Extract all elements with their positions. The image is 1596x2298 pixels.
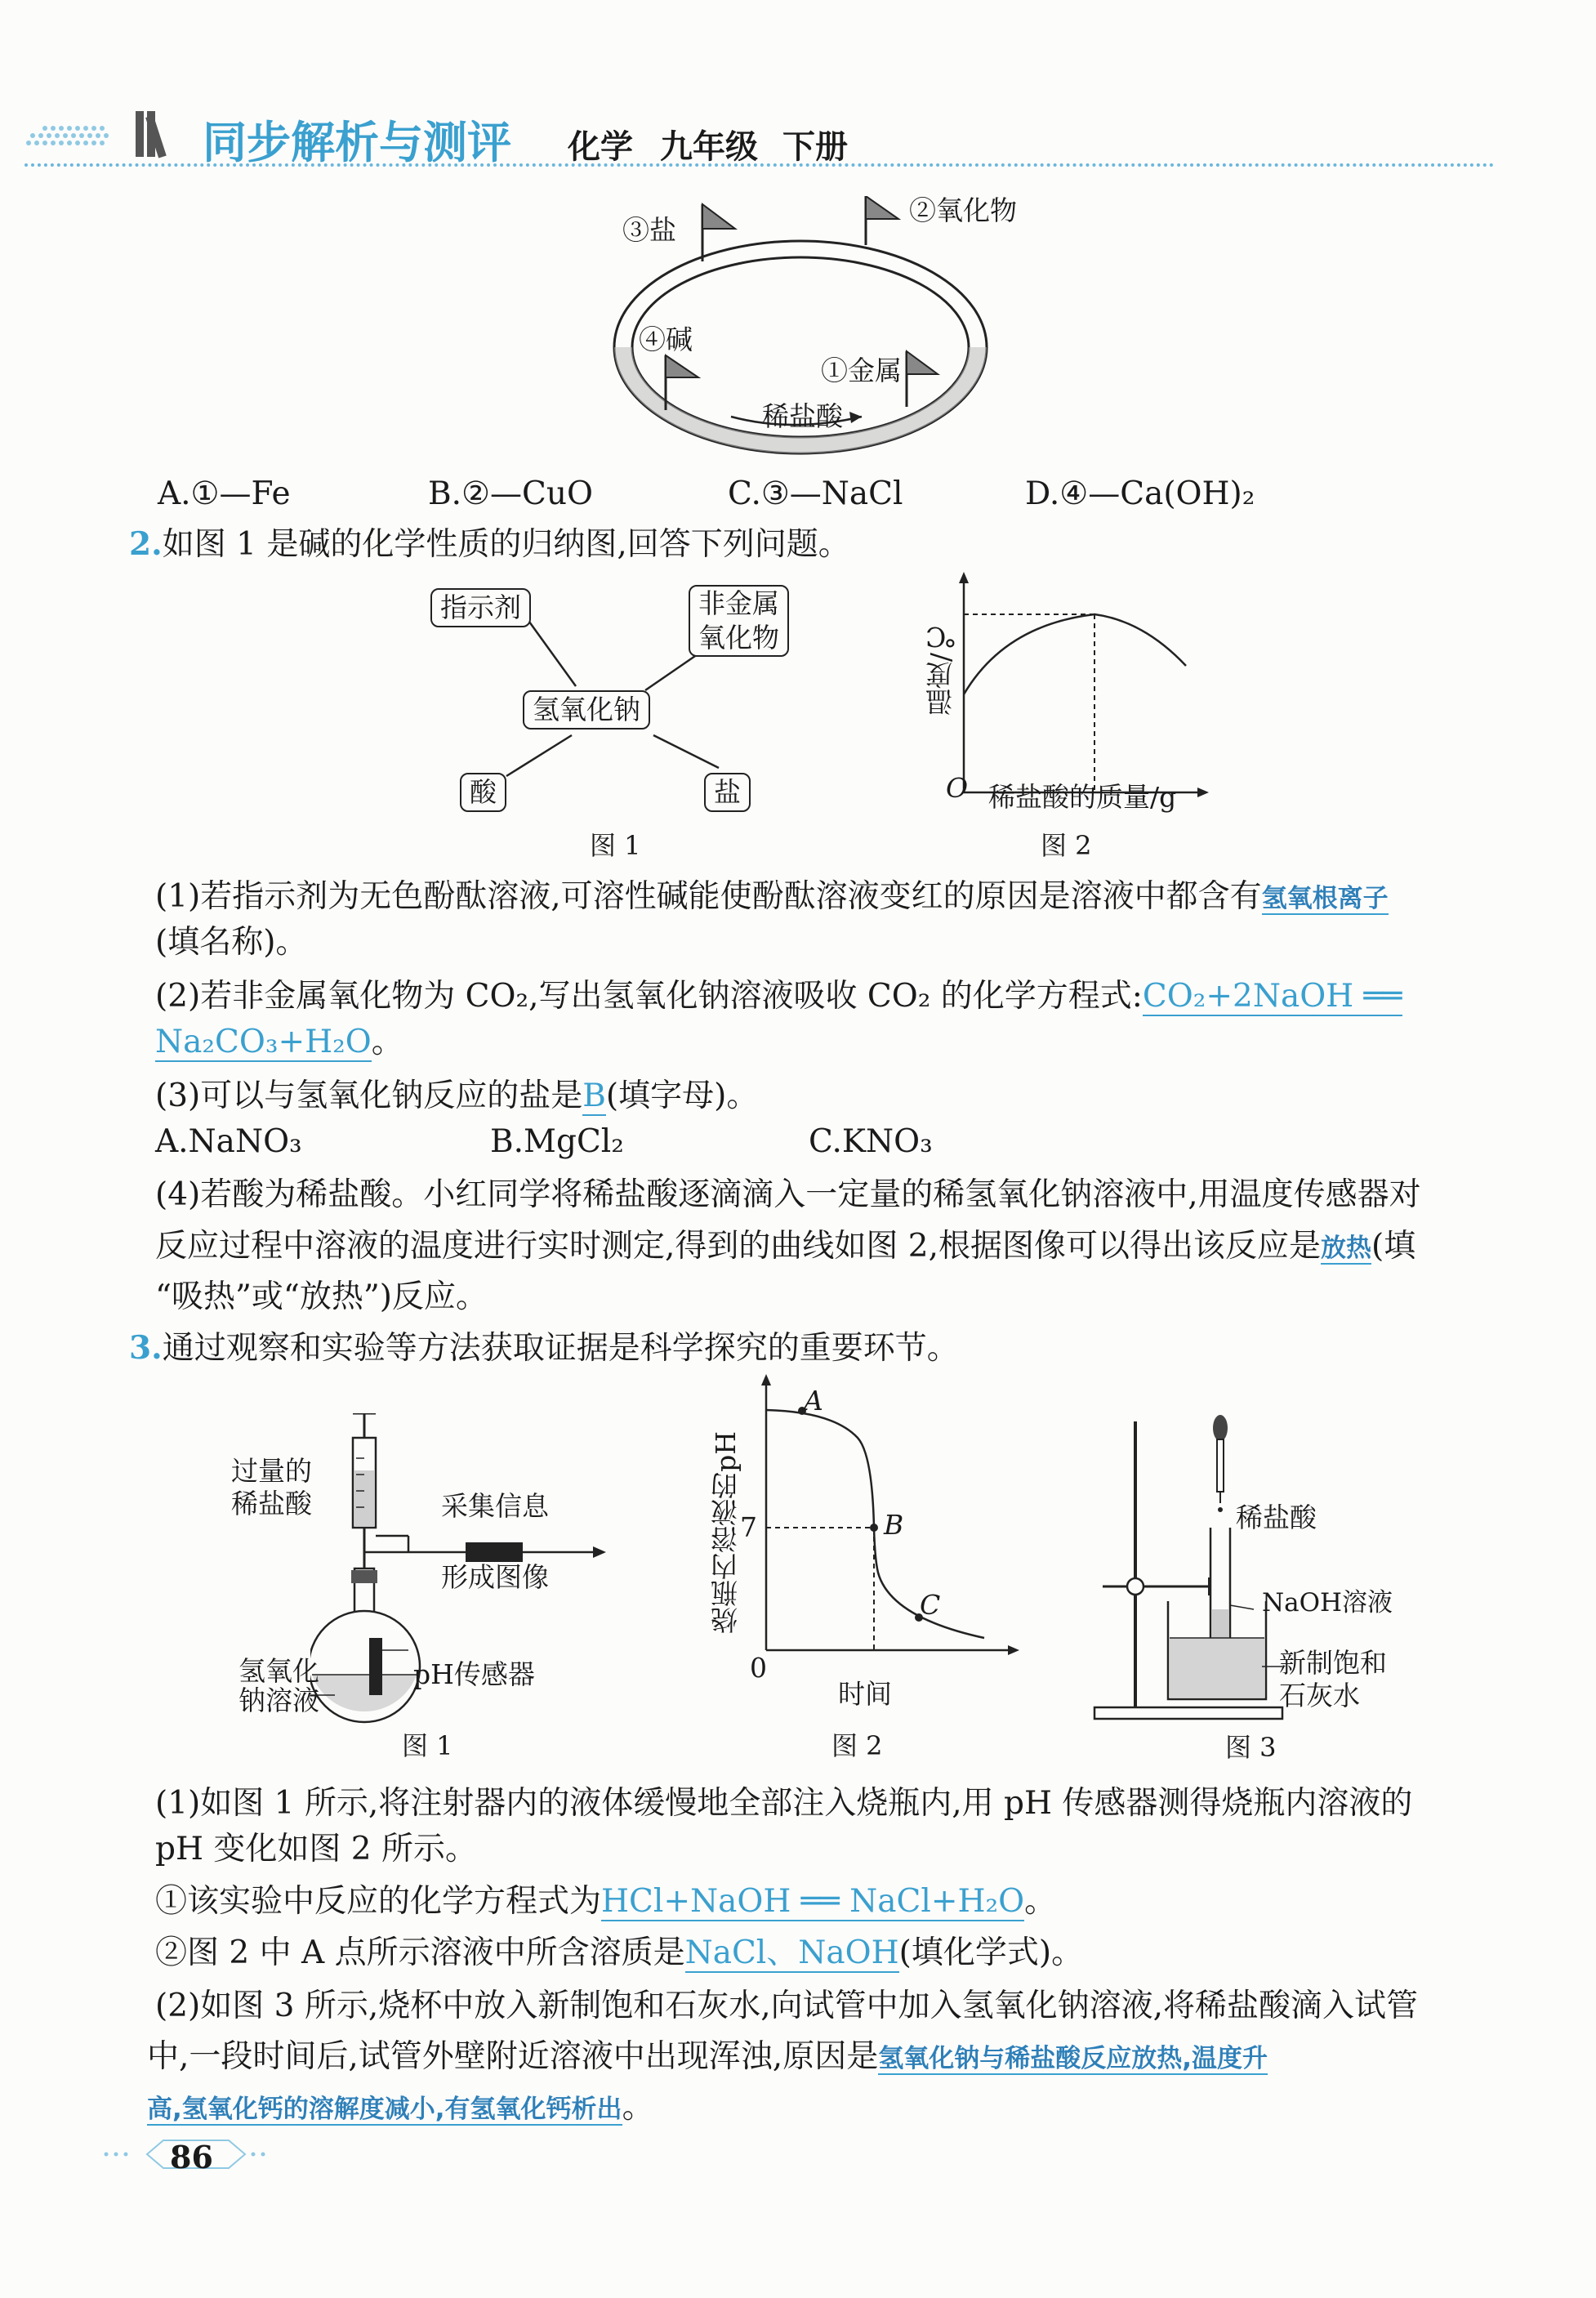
fig3-limewater-label-1: 新制饱和 — [1279, 1647, 1387, 1679]
q3-sub1-line2: pH 变化如图 2 所示。 — [155, 1831, 477, 1867]
q3-sub2-answer-1: 氢氧化钠与稀盐酸反应放热,温度升 — [878, 2044, 1268, 2073]
fig1-naoh-label-2: 钠溶液 — [239, 1684, 319, 1716]
q3-stem — [129, 1325, 959, 1372]
q2-sub2-end: 。 — [371, 1024, 403, 1060]
q2-sub2-answer-2: Na₂CO₃+H₂O — [155, 1024, 372, 1060]
fig1-collect-label: 采集信息 — [441, 1490, 549, 1522]
q3-fig1-caption: 图 1 — [402, 1730, 453, 1761]
q3-sub1b — [155, 1930, 1083, 1976]
q2-sub3-answer: B — [582, 1078, 606, 1114]
q2-number: 2. — [129, 525, 163, 563]
q2-sub2-text: (2)若非金属氧化物为 CO₂,写出氢氧化钠溶液吸收 CO₂ 的化学方程式: — [155, 978, 1143, 1015]
books-icon — [129, 105, 194, 162]
q2-sub3 — [155, 1073, 758, 1119]
q2-sub2-answer-1: CO₂+2NaOH ══ — [1142, 978, 1402, 1015]
fig1-box-nonmetal-oxide — [689, 585, 789, 657]
fig1-box-salt: 盐 — [704, 773, 751, 812]
q2-stem — [129, 521, 850, 568]
q3-sub1b-answer: NaCl、NaOH — [684, 1934, 899, 1971]
q2-sub1 — [155, 874, 1389, 921]
q2-sub1-text: (1)若指示剂为无色酚酞溶液,可溶性碱能使酚酞溶液变红的原因是溶液中都含有 — [155, 878, 1262, 915]
ring-label-salt: ③盐 — [622, 214, 676, 246]
q3-sub1a-answer: HCl+NaOH ══ NaCl+H₂O — [601, 1883, 1025, 1920]
ring-label-metal: ①金属 — [821, 355, 902, 386]
q2-fig2-caption: 图 2 — [1041, 830, 1092, 861]
q3-sub2-line1: (2)如图 3 所示,烧杯中放入新制饱和石灰水,向试管中加入氢氧化钠溶液,将稀盐酸滴入试管 — [155, 1988, 1419, 2024]
q3-sub1b-text: ②图 2 中 A 点所示溶液中所含溶质是 — [155, 1934, 685, 1971]
q3-sub1a-text: ①该实验中反应的化学方程式为 — [155, 1883, 602, 1920]
q2-sub3-tail: (填字母)。 — [605, 1078, 759, 1114]
point-b-marker — [870, 1524, 878, 1532]
q3-sub2-end: 。 — [622, 2089, 654, 2126]
ring-label-base: ④碱 — [639, 324, 693, 355]
fig1-sensor-label: pH传感器 — [413, 1658, 535, 1690]
fig1-syringe-label-1: 过量的 — [231, 1455, 312, 1487]
q2-fig1-caption: 图 1 — [590, 830, 641, 861]
q2-fig2-plot — [947, 572, 1209, 809]
fig3-limewater-label-2: 石灰水 — [1279, 1680, 1360, 1711]
fig1-box-acid: 酸 — [460, 773, 506, 812]
q2-sub4-answer: 放热 — [1321, 1234, 1372, 1263]
q3-fig2-point-a: A — [804, 1385, 823, 1417]
q3-fig2-caption: 图 2 — [831, 1730, 883, 1761]
q3-sub2-answer-2: 高,氢氧化钙的溶解度减小,有氢氧化钙析出 — [147, 2095, 622, 2124]
fig1-box-center: 氢氧化钠 — [523, 690, 650, 730]
q2-sub4-line2 — [155, 1224, 1415, 1271]
ring-label-acid: 稀盐酸 — [762, 400, 843, 432]
fig1-nonmetal-line2: 氧化物 — [698, 622, 779, 654]
q3-fig2-origin: 0 — [750, 1652, 767, 1684]
q2-sub3-option-a: A.NaNO₃ — [155, 1123, 302, 1160]
q2-stem-text: 如图 1 是碱的化学性质的归纳图,回答下列问题。 — [162, 526, 850, 563]
fig1-syringe-label-2: 稀盐酸 — [231, 1488, 312, 1519]
q2-sub2 — [155, 974, 1402, 1020]
q2-sub4-line1: (4)若酸为稀盐酸。小红同学将稀盐酸逐滴滴入一定量的稀氢氧化钠溶液中,用温度传感器对 — [155, 1176, 1421, 1213]
header-divider — [25, 163, 1495, 167]
q2-sub1-tail: (填名称)。 — [155, 924, 308, 961]
series-title: 同步解析与测评 — [203, 117, 511, 168]
q3-sub1b-tail: (填化学式)。 — [898, 1934, 1084, 1971]
fig2-xlabel: 稀盐酸的质量/g — [988, 781, 1177, 813]
q3-fig3-apparatus — [1086, 1405, 1291, 1732]
q2-sub4-text: 反应过程中溶液的温度进行实时测定,得到的曲线如图 2,根据图像可以得出该反应是 — [155, 1228, 1322, 1265]
q2-sub4-line3: “吸热”或“放热”)反应。 — [155, 1278, 488, 1315]
q1-option-b: B.②—CuO — [428, 475, 593, 512]
fig1-form-label: 形成图像 — [441, 1561, 549, 1593]
fig1-nonmetal-line1: 非金属 — [698, 587, 779, 619]
q3-fig2-point-b: B — [884, 1509, 904, 1541]
q3-sub2-text: 中,一段时间后,试管外壁附近溶液中出现浑浊,原因是 — [147, 2038, 879, 2075]
fig2-ylabel: 温度/℃ — [925, 621, 956, 716]
q3-sub1a-end: 。 — [1024, 1883, 1057, 1920]
q3-fig2-point-c: C — [920, 1589, 941, 1621]
q3-fig2-ylabel: 烧瓶内溶液的pH — [710, 1431, 742, 1634]
q2-sub3-text: (3)可以与氢氧化钠反应的盐是 — [155, 1078, 583, 1114]
q3-sub1-line1: (1)如图 1 所示,将注射器内的液体缓慢地全部注入烧瓶内,用 pH 传感器测得烧瓶内溶液的 — [155, 1785, 1413, 1822]
fig3-acid-label: 稀盐酸 — [1236, 1502, 1317, 1533]
q3-fig3-caption: 图 3 — [1225, 1732, 1277, 1763]
q1-option-a: A.①—Fe — [158, 475, 291, 512]
fig2-origin: O — [946, 772, 969, 804]
subject-label: 化学 — [568, 128, 633, 166]
volume-label: 下册 — [782, 128, 848, 166]
grade-label: 九年级 — [660, 128, 758, 166]
q3-stem-text: 通过观察和实验等方法获取证据是科学探究的重要环节。 — [162, 1330, 959, 1367]
q2-sub4-tail: (填 — [1371, 1228, 1416, 1265]
q2-sub3-option-b: B.MgCl₂ — [490, 1123, 624, 1160]
q3-number: 3. — [129, 1329, 163, 1367]
q3-fig2-xlabel: 时间 — [838, 1678, 892, 1710]
ring-label-oxide: ②氧化物 — [909, 194, 1017, 226]
page-number: 86 — [170, 2139, 213, 2175]
fig3-naoh-label: NaOH溶液 — [1262, 1588, 1393, 1618]
q2-sub3-option-c: C.KNO₃ — [809, 1123, 933, 1160]
fig1-naoh-label-1: 氢氧化 — [239, 1655, 319, 1687]
q3-fig2-tick-7: 7 — [740, 1511, 757, 1543]
q2-sub1-answer: 氢氧根离子 — [1261, 884, 1389, 913]
q3-sub1a — [155, 1879, 1056, 1925]
q1-option-d: D.④—Ca(OH)₂ — [1025, 475, 1255, 512]
q1-option-c: C.③—NaCl — [728, 475, 903, 512]
q3-sub2-line3 — [147, 2085, 654, 2132]
q2-sub2-line2 — [155, 1020, 403, 1065]
fig1-box-indicator: 指示剂 — [430, 588, 531, 627]
q3-sub2-line2 — [147, 2034, 1268, 2082]
